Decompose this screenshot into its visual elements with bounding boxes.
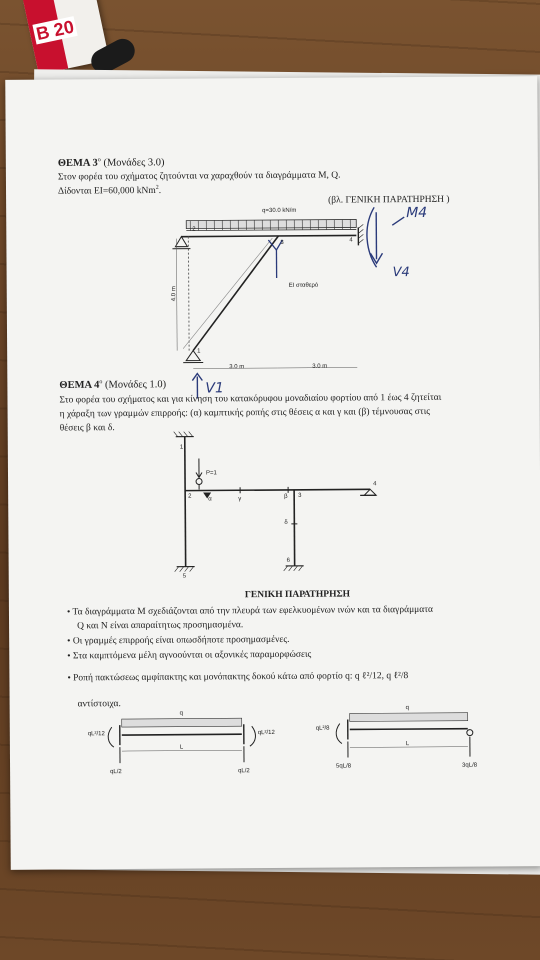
general-bullet-4-text: Ροπή πακτώσεως αμφίπακτης και μονόπακτης δοκού κάτω από φορτίο q:	[73, 671, 353, 684]
theme3-line1: Στον φορέα του σχήματος ζητούνται να χαραχθούν τα διαγράμματα M, Q.	[57, 170, 341, 183]
theme3-node-1: 1	[197, 348, 201, 355]
propped-beam-left-moment: qL²/8	[315, 725, 330, 732]
theme4-point-2: 2	[188, 493, 192, 500]
theme4-point-5: 5	[182, 573, 187, 580]
theme3-node-4: 4	[349, 237, 353, 244]
theme3-units: (Μονάδες 3.0)	[103, 157, 165, 169]
propped-beam-q: q	[405, 705, 410, 712]
general-bullet-2-text: Οι γραμμές επιρροής είναι οπωσδήποτε προσημασμένες.	[72, 634, 290, 647]
theme4-point-4: 4	[373, 481, 377, 488]
fixed-beam-left-moment: qL²/12	[87, 731, 105, 738]
theme4-line2: η χάραξη των γραμμών επιρροής: (α) καμπτικής ροπής στις θέσεις α και γ και (β) τέμνουσας στις	[59, 406, 431, 420]
theme3-span2-label: 3.0 m	[312, 363, 328, 370]
theme4-units: (Μονάδες 1.0)	[104, 379, 167, 391]
general-bullet-1: • Τα διαγράμματα M σχεδιάζονται από την πλευρά των εφελκυομένων ινών και τα διαγράμματα	[66, 604, 434, 618]
fixed-beam-left-reaction: qL/2	[110, 769, 122, 776]
theme3-span1-label: 3.0 m	[229, 364, 245, 371]
handwriting-m4: M4	[406, 204, 428, 222]
theme3-ei-end: .	[158, 185, 162, 196]
fixed-beam-span: L	[179, 744, 184, 751]
general-bullet-4: • Ροπή πακτώσεως αμφίπακτης και μονόπακτης δοκού κάτω από φορτίο q: q ℓ²/12, q ℓ²/8	[67, 671, 409, 684]
general-bullet-3-text: Στα καμπτόμενα μέλη αγνοούνται οι αξονικές παραμορφώσεις	[72, 649, 312, 662]
fixed-beam-q: q	[179, 710, 184, 717]
general-heading: ΓΕΝΙΚΗ ΠΑΡΑΤΗΡΗΣΗ	[244, 589, 351, 601]
general-bullet-3: • Στα καμπτόμενα μέλη αγνοούνται οι αξονικές παραμορφώσεις	[67, 649, 312, 662]
theme3-height-label: 4.0 m	[171, 286, 178, 302]
propped-beam-left-reaction: 5qL/8	[336, 763, 352, 770]
theme3-node-3: 3	[280, 239, 284, 246]
section-gamma: γ	[238, 496, 242, 503]
section-alpha: α	[208, 496, 212, 503]
theme4-load-label: P=1	[205, 470, 217, 477]
theme4-line1: Στο φορέα του σχήματος και για κίνηση του κατακόρυφου μοναδιαίου φορτίου από 1 έως 4 ζητείται	[59, 392, 442, 406]
exam-sheet	[5, 76, 540, 870]
beam-formula-diagrams	[5, 76, 540, 870]
theme4-title-sup: ο	[99, 379, 103, 386]
theme3-note: (βλ. ΓΕΝΙΚΗ ΠΑΡΑΤΗΡΗΣΗ )	[328, 194, 450, 206]
theme3-ei: Δίδονται EI=60,000 kNm	[57, 185, 156, 197]
theme3-ei-label: EI σταθερό	[288, 282, 319, 289]
formula-propped: q ℓ²/8	[386, 671, 409, 682]
theme3-load-label: q=30.0 kN/m	[262, 207, 297, 215]
section-beta: β	[284, 493, 288, 500]
theme3-node-2: 2	[192, 226, 196, 233]
general-bullet-1-cont: Q και N είναι απαραίτητως προσημασμένα.	[77, 620, 244, 632]
general-bullet-4-cont: αντίστοιχα.	[77, 699, 121, 710]
fixed-beam-right-reaction: qL/2	[238, 768, 250, 775]
formula-fixed: q ℓ²/12	[354, 671, 382, 682]
theme4-line3: θέσεις β και δ.	[59, 423, 115, 434]
theme4-point-6: 6	[286, 557, 290, 564]
theme4-title-bold: ΘΕΜΑ 4	[59, 379, 100, 391]
theme4-point-1: 1	[179, 444, 184, 451]
propped-beam-span: L	[405, 741, 410, 748]
theme3-ei-sup: 2	[155, 184, 159, 191]
handwriting-v1: V1	[205, 380, 224, 397]
theme4-point-3: 3	[298, 492, 302, 499]
general-bullet-2: • Οι γραμμές επιρροής είναι οπωσδήποτε προσημασμένες.	[67, 634, 290, 647]
fixed-beam-right-moment: qL²/12	[257, 730, 275, 737]
propped-beam-right-reaction: 3qL/8	[462, 762, 478, 769]
general-bullet-1-text: Τα διαγράμματα M σχεδιάζονται από την πλευρά των εφελκυομένων ινών και τα διαγράμματα	[72, 604, 434, 618]
section-delta: δ	[284, 519, 288, 526]
theme3-title-bold: ΘΕΜΑ 3	[57, 157, 98, 170]
eraser-label: B 20	[34, 16, 76, 45]
handwriting-v4: V4	[392, 265, 410, 281]
theme3-title-sup: ο	[97, 157, 101, 164]
